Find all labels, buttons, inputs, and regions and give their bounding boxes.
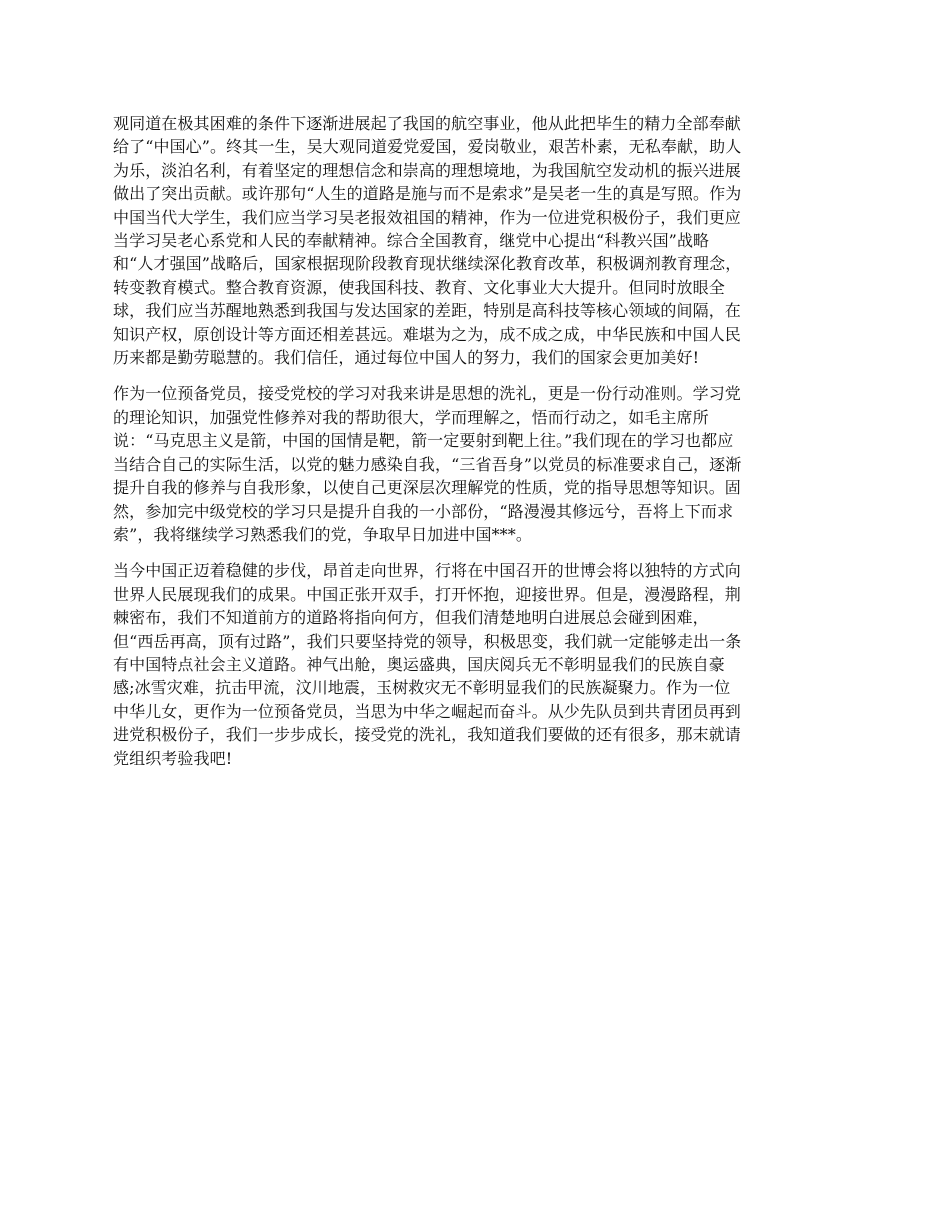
text-line: 的理论知识，加强党性修养对我的帮助很大，学而理解之，悟而行动之，如毛主席所 [113, 407, 709, 427]
text-line: 但“西岳再高，顶有过路”，我们只要坚持党的领导，积极思变，我们就一定能够走出一条 [113, 631, 742, 651]
text-line: 提升自我的修养与自我形象，以使自己更深层次理解党的性质，党的指导思想等知识。固 [113, 478, 741, 498]
text-line: 说：“马克思主义是箭，中国的国情是靶，箭一定要射到靶上往。”我们现在的学习也都应 [113, 431, 734, 451]
text-line: 知识产权，原创设计等方面还相差甚远。难堪为之为，成不成之成，中华民族和中国人民 [113, 324, 741, 344]
paragraph [113, 559, 843, 770]
text-line: 世界人民展现我们的成果。中国正张开双手，打开怀抱，迎接世界。但是，漫漫路程，荆 [113, 584, 741, 604]
document-body [113, 112, 843, 783]
text-line: 为乐，淡泊名利，有着坚定的理想信念和崇高的理想境地，为我国航空发动机的振兴进展 [113, 160, 741, 180]
text-line: 历来都是勤劳聪慧的。我们信任，通过每位中国人的努力，我们的国家会更加美好! [113, 348, 700, 368]
text-line: 进党积极份子，我们一步步成长，接受党的洗礼，我知道我们要做的还有很多，那末就请 [113, 725, 741, 745]
text-line: 当今中国正迈着稳健的步伐，昂首走向世界，行将在中国召开的世博会将以独特的方式向 [113, 561, 741, 581]
text-line: 棘密布，我们不知道前方的道路将指向何方，但我们清楚地明白进展总会碰到困难， [113, 608, 709, 628]
text-line: 和“人才强国”战略后，国家根据现阶段教育现状继续深化教育改革，积极调剂教育理念， [113, 254, 742, 274]
paragraph [113, 382, 843, 546]
text-line: 感;冰雪灾难，抗击甲流，汶川地震，玉树救灾无不彰明显我们的民族凝聚力。作为一位 [113, 678, 731, 698]
text-line: 作为一位预备党员，接受党校的学习对我来讲是思想的洗礼，更是一份行动准则。学习党 [113, 384, 741, 404]
text-line: 转变教育模式。整合教育资源，使我国科技、教育、文化事业大大提升。但同时放眼全 [113, 277, 725, 297]
text-line: 中华儿女，更作为一位预备党员，当思为中华之崛起而奋斗。从少先队员到共青团员再到 [113, 701, 741, 721]
text-line: 当结合自己的实际生活，以党的魅力感染自我，“三省吾身”以党员的标准要求自己，逐渐 [113, 454, 742, 474]
text-line: 给了“中国心”。终其一生，吴大观同道爱党爱国，爱岗敬业，艰苦朴素，无私奉献，助人 [113, 137, 742, 157]
text-line: 中国当代大学生，我们应当学习吴老报效祖国的精神，作为一位进党积极份子，我们更应 [113, 207, 741, 227]
text-line: 当学习吴老心系党和人民的奉献精神。综合全国教育，继党中心提出“科教兴国”战略 [113, 231, 710, 251]
text-line: 然，参加完中级党校的学习只是提升自我的一小部份，“路漫漫其修远兮，吾将上下而求 [113, 501, 734, 521]
text-line: 做出了突出贡献。或许那句“人生的道路是施与而不是索求”是吴老一生的真是写照。作为 [113, 184, 742, 204]
text-line: 球，我们应当苏醒地熟悉到我国与发达国家的差距，特别是高科技等核心领域的间隔，在 [113, 301, 741, 321]
text-line: 党组织考验我吧! [113, 748, 233, 768]
text-line: 观同道在极其困难的条件下逐渐进展起了我国的航空事业，他从此把毕生的精力全部奉献 [113, 114, 741, 133]
text-line: 有中国特点社会主义道路。神气出舱，奥运盛典，国庆阅兵无不彰明显我们的民族自豪 [113, 654, 725, 674]
text-line: 索”，我将继续学习熟悉我们的党，争取早日加进中国***。 [113, 524, 532, 544]
paragraph [113, 112, 843, 369]
